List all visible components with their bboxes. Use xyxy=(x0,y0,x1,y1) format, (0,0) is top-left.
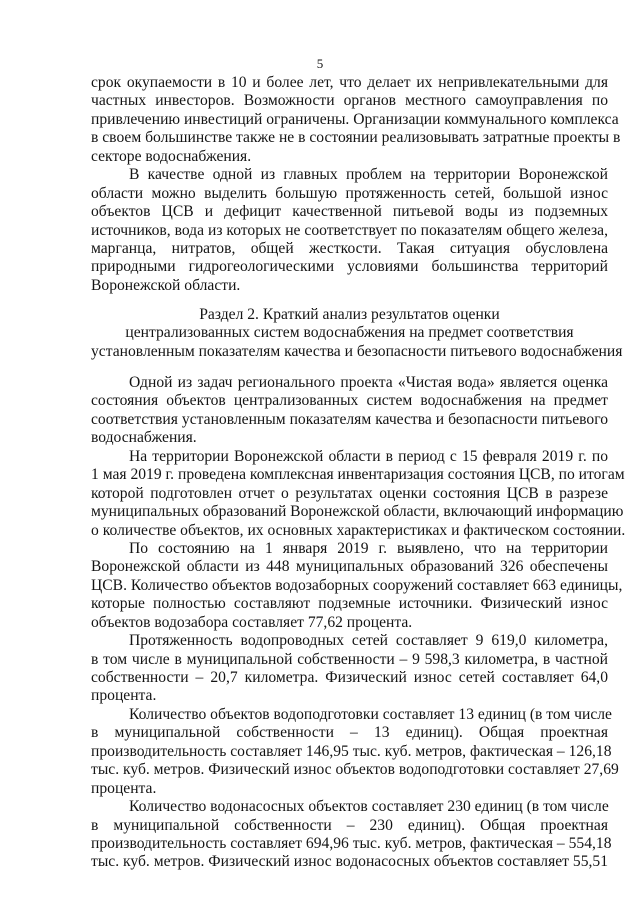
paragraph-clean-water-task xyxy=(91,374,608,448)
text-line: марганца, нитратов, общей жесткости. Такая ситуация обусловлена xyxy=(91,239,608,257)
paragraph-investment xyxy=(91,74,621,166)
text-line: которой подготовлен отчет о результатах оценки состояния ЦСВ в разрезе xyxy=(91,484,608,502)
text-line: объектов ЦСВ и дефицит качественной питьевой воды из подземных xyxy=(91,203,608,221)
section-heading-line: Раздел 2. Краткий анализ результатов оценки xyxy=(199,306,500,323)
text-line: Воронежской области из 448 муниципальных образований 326 обеспечены xyxy=(91,558,608,576)
text-line: объектов водозабора составляет 77,62 процента. xyxy=(91,613,413,631)
text-line: природными гидрогеологическими условиями большинства территорий xyxy=(91,258,608,276)
text-line: производительность составляет 694,96 тыс. куб. метров, фактическая – 554,18 xyxy=(91,834,612,852)
paragraph-water-intake xyxy=(91,539,623,632)
text-line: 1 мая 2019 г. проведена комплексная инвентаризация состояния ЦСВ, по итогам xyxy=(91,466,625,484)
text-line: процента. xyxy=(91,779,157,797)
text-line: собственности – 20,7 километра. Физический износ сетей составляет 64,0 xyxy=(91,669,608,686)
text-line: водоснабжения. xyxy=(91,429,197,447)
text-line: Протяженность водопроводных сетей составляет 9 619,0 километра, xyxy=(129,632,608,650)
paragraph-inventory xyxy=(91,447,626,540)
section-heading xyxy=(91,306,623,361)
bottom-text-block xyxy=(91,374,626,872)
paragraph-water-treatment xyxy=(91,705,619,798)
text-line: частных инвесторов. Возможности органов местного самоуправления по xyxy=(91,92,608,110)
text-line: На территории Воронежской области в период с 15 февраля 2019 г. по xyxy=(129,447,608,465)
text-line: состояния объектов централизованных систем водоснабжения на предмет xyxy=(91,392,608,410)
text-line: производительность составляет 146,95 тыс. куб. метров, фактическая – 126,18 xyxy=(91,742,612,760)
text-line: Количество объектов водоподготовки составляет 13 единиц (в том числе xyxy=(129,705,612,723)
section-heading-line: централизованных систем водоснабжения на предмет соответствия xyxy=(125,324,574,342)
text-line: ЦСВ. Количество объектов водозаборных сооружений составляет 663 единицы, xyxy=(91,576,623,594)
text-line: в своем большинстве также не в состоянии реализовывать затратные проекты в xyxy=(91,129,621,147)
paragraph-pumping-stations xyxy=(91,798,612,872)
text-line: Одной из задач регионального проекта «Чистая вода» является оценка xyxy=(129,374,608,391)
text-line: срок окупаемости в 10 и более лет, что делает их непривлекательными для xyxy=(91,74,608,91)
text-line: По состоянию на 1 января 2019 г. выявлено, что на территории xyxy=(129,539,608,557)
text-line: о количестве объектов, их основных характеристиках и фактическом состоянии. xyxy=(91,521,626,539)
text-line: тыс. куб. метров. Физический износ объектов водоподготовки составляет 27,69 xyxy=(91,761,619,779)
text-line: Воронежской области. xyxy=(91,276,241,294)
text-line: в муниципальной собственности – 13 единиц). Общая проектная xyxy=(91,724,608,742)
text-line: соответствия установленным показателям качества и безопасности питьевого xyxy=(91,410,608,428)
text-line: тыс. куб. метров. Физический износ водонасосных объектов составляет 55,51 xyxy=(91,853,608,871)
text-line: секторе водоснабжения. xyxy=(91,147,252,165)
text-line: в муниципальной собственности – 230 единиц). Общая проектная xyxy=(91,816,608,834)
text-line: которые полностью составляют подземные источники. Физический износ xyxy=(91,595,608,613)
text-line: процента. xyxy=(91,687,157,705)
text-line: муниципальных образований Воронежской области, включающий информацию xyxy=(91,503,624,521)
paragraph-main-problems xyxy=(91,166,608,295)
text-line: привлечению инвестиций ограничены. Организации коммунального комплекса xyxy=(91,110,619,128)
top-text-block xyxy=(91,74,621,295)
text-line: В качестве одной из главных проблем на территории Воронежской xyxy=(129,166,608,184)
section-heading-line: установленным показателям качества и безопасности питьевого водоснабжения xyxy=(91,342,623,360)
text-line: области можно выделить большую протяженность сетей, большой износ xyxy=(91,184,608,202)
text-line: источников, вода из которых не соответствует по показателям общего железа, xyxy=(91,221,608,239)
paragraph-water-networks xyxy=(91,632,608,706)
page-number: 5 xyxy=(316,56,324,71)
text-line: Количество водонасосных объектов составляет 230 единиц (в том числе xyxy=(129,798,609,816)
text-line: в том числе в муниципальной собственности – 9 598,3 километра, в частной xyxy=(91,650,608,668)
